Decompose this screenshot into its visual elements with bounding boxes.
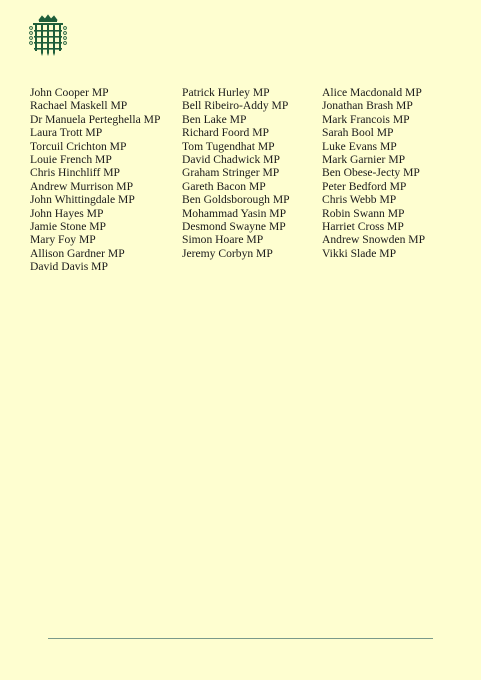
signatory-name: Chris Hinchliff MP [30,166,120,180]
signatory-name: Peter Bedford MP [322,179,407,193]
signatory-column-1 [30,86,160,274]
signatory-name: Rachael Maskell MP [30,99,128,113]
signatory-name: Desmond Swayne MP [182,220,286,234]
signatory-column-2 [182,86,290,260]
signatory-name: Ben Obese-Jecty MP [322,166,420,180]
signatory-name: Sarah Bool MP [322,126,394,140]
signatory-name: Harriet Cross MP [322,220,404,234]
signatory-name: Chris Webb MP [322,193,397,207]
signatory-name: Allison Gardner MP [30,246,125,260]
signatory-name: Mark Francois MP [322,112,410,126]
signatory-name: David Chadwick MP [182,153,280,167]
signatory-name: Tom Tugendhat MP [182,139,275,153]
footer-divider [48,638,433,639]
signatory-name: Vikki Slade MP [322,246,397,260]
signatory-name: Ben Goldsborough MP [182,193,290,207]
signatory-name: Mary Foy MP [30,233,96,247]
signatory-name: Simon Hoare MP [182,233,264,247]
signatory-name: Ben Lake MP [182,112,247,126]
signatory-name: Bell Ribeiro-Addy MP [182,99,289,113]
signatory-name: Laura Trott MP [30,126,103,140]
signatory-name: Gareth Bacon MP [182,179,266,193]
signatory-column-3 [322,86,425,260]
signatory-name: Patrick Hurley MP [182,86,270,99]
signatory-name: Mark Garnier MP [322,153,406,167]
signatory-name: Dr Manuela Perteghella MP [30,112,161,126]
signatory-name: John Cooper MP [30,86,109,99]
signatory-name: John Hayes MP [30,206,104,220]
signatory-name: David Davis MP [30,260,108,274]
signatory-name: Jeremy Corbyn MP [182,246,273,260]
signatory-name: Graham Stringer MP [182,166,280,180]
signatory-name: Robin Swann MP [322,206,405,220]
signatory-name: John Whittingdale MP [30,193,135,207]
signatory-name: Louie French MP [30,153,112,167]
signatory-name: Andrew Murrison MP [30,179,134,193]
signatory-name: Alice Macdonald MP [322,86,422,99]
signatory-name: Jamie Stone MP [30,220,107,234]
signatory-name: Torcuil Crichton MP [30,139,127,153]
signatory-name: Jonathan Brash MP [322,99,413,113]
signatory-name: Mohammad Yasin MP [182,206,287,220]
signatory-name: Richard Foord MP [182,126,269,140]
signatory-name: Andrew Snowden MP [322,233,426,247]
portcullis-icon [29,14,67,58]
signatory-name: Luke Evans MP [322,139,397,153]
